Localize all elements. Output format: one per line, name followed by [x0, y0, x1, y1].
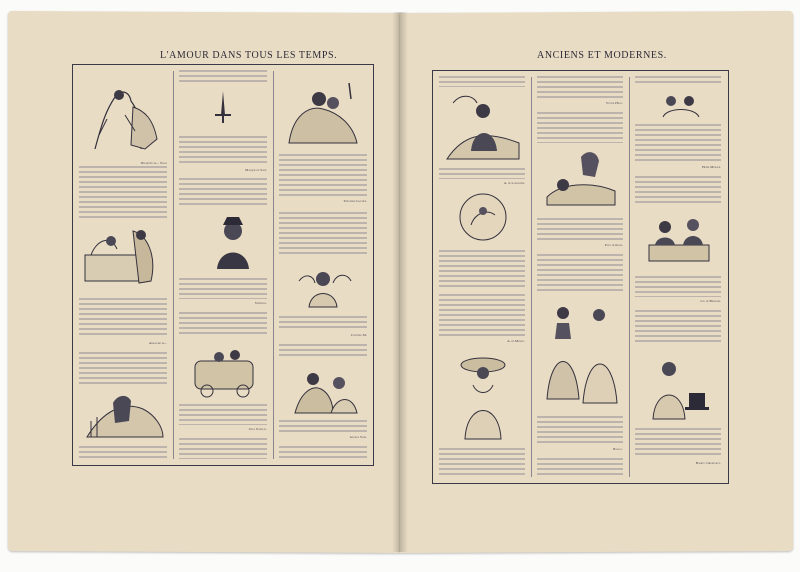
illustration-sleeping-figure: [541, 147, 621, 211]
text-block: [439, 249, 525, 287]
illustration-couple-at-table: [639, 209, 719, 269]
illustration-cherub-vignette: [289, 261, 359, 309]
right-page-frame: [432, 70, 729, 484]
caption-signature: George Sand.: [349, 435, 367, 439]
text-block: [537, 415, 623, 445]
caption-signature: Henri Murger.: [702, 165, 721, 169]
column-separator: [629, 77, 630, 477]
text-block: [537, 253, 623, 293]
text-block: [179, 437, 267, 459]
column-separator: [531, 77, 532, 477]
illustration-gentleman-portrait: [203, 211, 263, 271]
illustration-dandy-with-top-hat: [639, 351, 719, 421]
text-block: [179, 311, 267, 337]
illustration-small-vignette: [655, 89, 705, 119]
text-block: [537, 217, 623, 241]
text-block: [179, 135, 267, 165]
text-block: [179, 177, 267, 207]
caption-signature: Marquis de Sade.: [245, 168, 267, 172]
text-block: [439, 167, 525, 179]
text-block: [79, 351, 167, 386]
text-block: [79, 445, 167, 459]
text-block: [179, 403, 267, 425]
right-page-title: ANCIENS ET MODERNES.: [537, 50, 667, 61]
text-block: [179, 277, 267, 299]
caption-signature: Théophile Gautier.: [343, 199, 367, 203]
text-block: [635, 123, 721, 163]
illustration-carriage-scene: [185, 343, 267, 399]
text-block: [635, 427, 721, 457]
illustration-ballgown-figures: [543, 299, 621, 409]
text-block: [439, 447, 525, 477]
left-page-frame: [72, 64, 374, 466]
text-block: [179, 69, 267, 83]
text-block: [537, 75, 623, 99]
caption-signature: Jules Sandeau.: [248, 427, 267, 431]
illustration-bedroom-scene: [81, 225, 169, 290]
text-block: [537, 457, 623, 475]
text-block: [279, 153, 367, 197]
caption-signature: Stendhal.: [254, 301, 267, 305]
text-block: [279, 343, 367, 359]
text-block: [79, 297, 167, 337]
illustration-dagger-ornament: [203, 87, 243, 127]
illustration-embrace-scene: [279, 79, 367, 145]
left-page-title: L'AMOUR DANS TOUS LES TEMPS.: [160, 50, 338, 61]
text-block: [279, 445, 367, 459]
illustration-lady-with-hat: [447, 351, 519, 441]
text-block: [635, 275, 721, 297]
illustration-couple-dancing: [85, 79, 165, 159]
caption-signature: Victor Hugo.: [605, 101, 623, 105]
illustration-pastoral-scene: [443, 91, 523, 161]
caption-signature: Delmonte de... Stahl: [140, 161, 167, 165]
caption-signature: Paul de Kock.: [604, 243, 623, 247]
text-block: [439, 75, 525, 87]
book-gutter: [392, 12, 408, 552]
caption-signature: A. de Musset.: [507, 339, 525, 343]
caption-signature: Barbey d'Aurevilly.: [695, 461, 721, 465]
caption-signature: Chapitre XI.: [350, 333, 367, 337]
caption-signature: Ch. de Bernard.: [700, 299, 721, 303]
text-block: [279, 315, 367, 331]
text-block: [635, 175, 721, 205]
text-block: [537, 111, 623, 143]
caption-signature: Abrahami de...: [148, 341, 167, 345]
text-block: [279, 419, 367, 433]
illustration-garden-scene: [83, 391, 167, 441]
caption-signature: Balzac.: [613, 447, 623, 451]
column-separator: [273, 71, 274, 459]
illustration-rococo-couple: [287, 363, 363, 415]
text-block: [79, 165, 167, 220]
illustration-medallion: [457, 191, 509, 243]
text-block: [439, 293, 525, 337]
caption-signature: A. de Lamartine.: [503, 181, 525, 185]
text-block: [279, 211, 367, 255]
text-block: [635, 75, 721, 85]
text-block: [635, 309, 721, 345]
column-separator: [173, 71, 174, 459]
